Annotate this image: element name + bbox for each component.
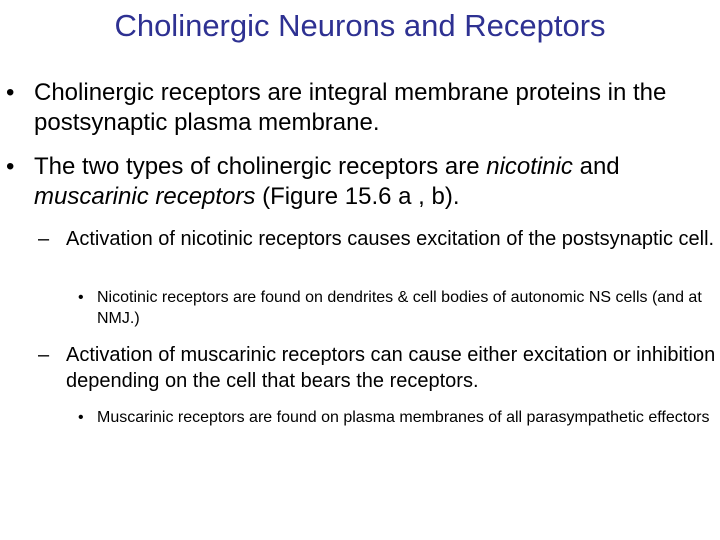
bullet-item: [6, 152, 716, 212]
bullet-text: Cholinergic receptors are integral membrane proteins in the postsynaptic plasma membrane.: [34, 79, 667, 136]
detail-bullet-text: Nicotinic receptors are found on dendrites & cell bodies of autonomic NS cells (and at NMJ.): [97, 289, 702, 327]
bullet-text-part: and: [572, 153, 620, 180]
sub-bullet-text: Activation of muscarinic receptors can cause either excitation or inhibition depending on the cell that bears the receptors.: [66, 344, 716, 392]
dash-marker: –: [38, 344, 50, 366]
bullet-marker: •: [78, 289, 84, 306]
bullet-marker: •: [6, 79, 15, 106]
bullet-item: [6, 78, 716, 138]
sub-bullet-text: Activation of nicotinic receptors causes excitation of the postsynaptic cell.: [66, 228, 715, 250]
bullet-text-part: The two types of cholinergic receptors are: [34, 153, 487, 180]
slide-title: Cholinergic Neurons and Receptors: [114, 8, 606, 43]
bullet-text-part: (Figure 15.6 a , b).: [255, 183, 460, 210]
detail-bullet-item: [78, 407, 710, 428]
bullet-text: [34, 152, 716, 212]
bullet-marker: •: [6, 153, 15, 180]
detail-bullet-item: [78, 287, 710, 329]
sub-bullet-item: [38, 226, 718, 252]
sub-bullet-item: [38, 342, 718, 394]
dash-marker: –: [38, 228, 50, 250]
italic-term: muscarinic receptors: [34, 183, 256, 210]
italic-term: nicotinic: [486, 153, 573, 180]
bullet-marker: •: [78, 409, 84, 426]
detail-bullet-text: Muscarinic receptors are found on plasma membranes of all parasympathetic effectors: [97, 409, 710, 426]
